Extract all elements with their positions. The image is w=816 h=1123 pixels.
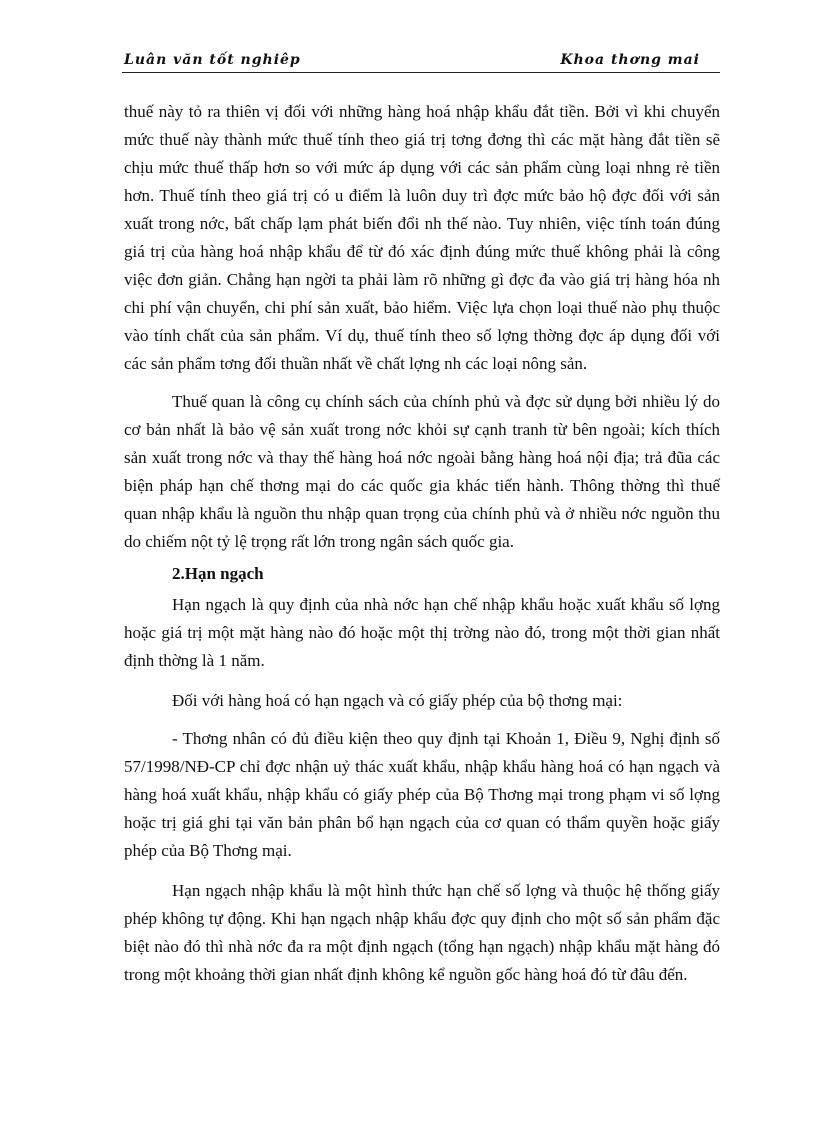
paragraph-licensed-goods: Đối với hàng hoá có hạn ngạch và có giấy phép của bộ thơng mại:: [172, 691, 623, 710]
document-body: [124, 98, 720, 989]
header-thesis-title: Luân văn tốt nghiêp: [124, 52, 301, 68]
page-header: [122, 50, 720, 73]
paragraph-trader-conditions: - Thơng nhân có đủ điều kiện theo quy định tại Khoản 1, Điều 9, Nghị định số 57/1998/NĐ-CP chỉ đợc nhận uỷ thác xuất khẩu, nhập khẩu hàng hoá có hạn ngạch và hàng hoá xuất khẩu, nhập khẩu có giấy phép của Bộ Thơng mại trong phạm vi số lợng hoặc trị giá ghi tại văn bản phân bổ hạn ngạch của cơ quan có thẩm quyền hoặc giấy phép của Bộ Thơng mại.: [124, 729, 720, 860]
header-faculty: Khoa thơng mai: [560, 52, 700, 68]
paragraph-tariff-valuation: thuế này tỏ ra thiên vị đối với những hàng hoá nhập khẩu đắt tiền. Bởi vì khi chuyển mức thuế này thành mức thuế tính theo giá trị tơng đơng thì các mặt hàng đắt tiền sẽ chịu mức thuế thấp hơn so với mức áp dụng với các sản phẩm cùng loại nhng rẻ tiền hơn. Thuế tính theo giá trị có u điểm là luôn duy trì đợc mức bảo hộ đợc đối với sản xuất trong nớc, bất chấp lạm phát biến đổi nh thế nào. Tuy nhiên, việc tính toán đúng giá trị của hàng hoá nhập khẩu để từ đó xác định đúng mức thuế không phải là công việc đơn giản. Chẳng hạn ngời ta phải làm rõ những gì đợc đa vào giá trị hàng hóa nh chi phí vận chuyển, chi phí sản xuất, bảo hiểm. Việc lựa chọn loại thuế nào phụ thuộc vào tính chất của sản phẩm. Ví dụ, thuế tính theo số lợng thờng đợc áp dụng đối với các sản phẩm tơng đối thuần nhất về chất lợng nh các loại nông sản.: [124, 102, 720, 373]
section-heading-quota: 2.Hạn ngạch: [172, 564, 264, 583]
paragraph-quota-definition: Hạn ngạch là quy định của nhà nớc hạn chế nhập khẩu hoặc xuất khẩu số lợng hoặc giá trị một mặt hàng nào đó hoặc một thị trờng nào đó, trong một thời gian nhất định thờng là 1 năm.: [124, 595, 720, 670]
paragraph-tariff-policy: Thuế quan là công cụ chính sách của chính phủ và đợc sử dụng bởi nhiều lý do cơ bản nhất là bảo vệ sản xuất trong nớc khỏi sự cạnh tranh từ bên ngoài; kích thích sản xuất trong nớc và thay thế hàng hoá nớc ngoài bằng hàng hoá nội địa; trả đũa các biện pháp hạn chế thơng mại do các quốc gia khác tiến hành. Thông thờng thì thuế quan nhập khẩu là nguồn thu nhập quan trọng của chính phủ và ở nhiều nớc nguồn thu do chiếm nột tỷ lệ trọng rất lớn trong ngân sách quốc gia.: [124, 392, 720, 551]
paragraph-import-quota: Hạn ngạch nhập khẩu là một hình thức hạn chế số lợng và thuộc hệ thống giấy phép không tự động. Khi hạn ngạch nhập khẩu đợc quy định cho một số sản phẩm đặc biệt nào đó thì nhà nớc đa ra một định ngạch (tổng hạn ngạch) nhập khẩu mặt hàng đó trong một khoảng thời gian nhất định không kể nguồn gốc hàng hoá đó từ đâu đến.: [124, 881, 720, 984]
